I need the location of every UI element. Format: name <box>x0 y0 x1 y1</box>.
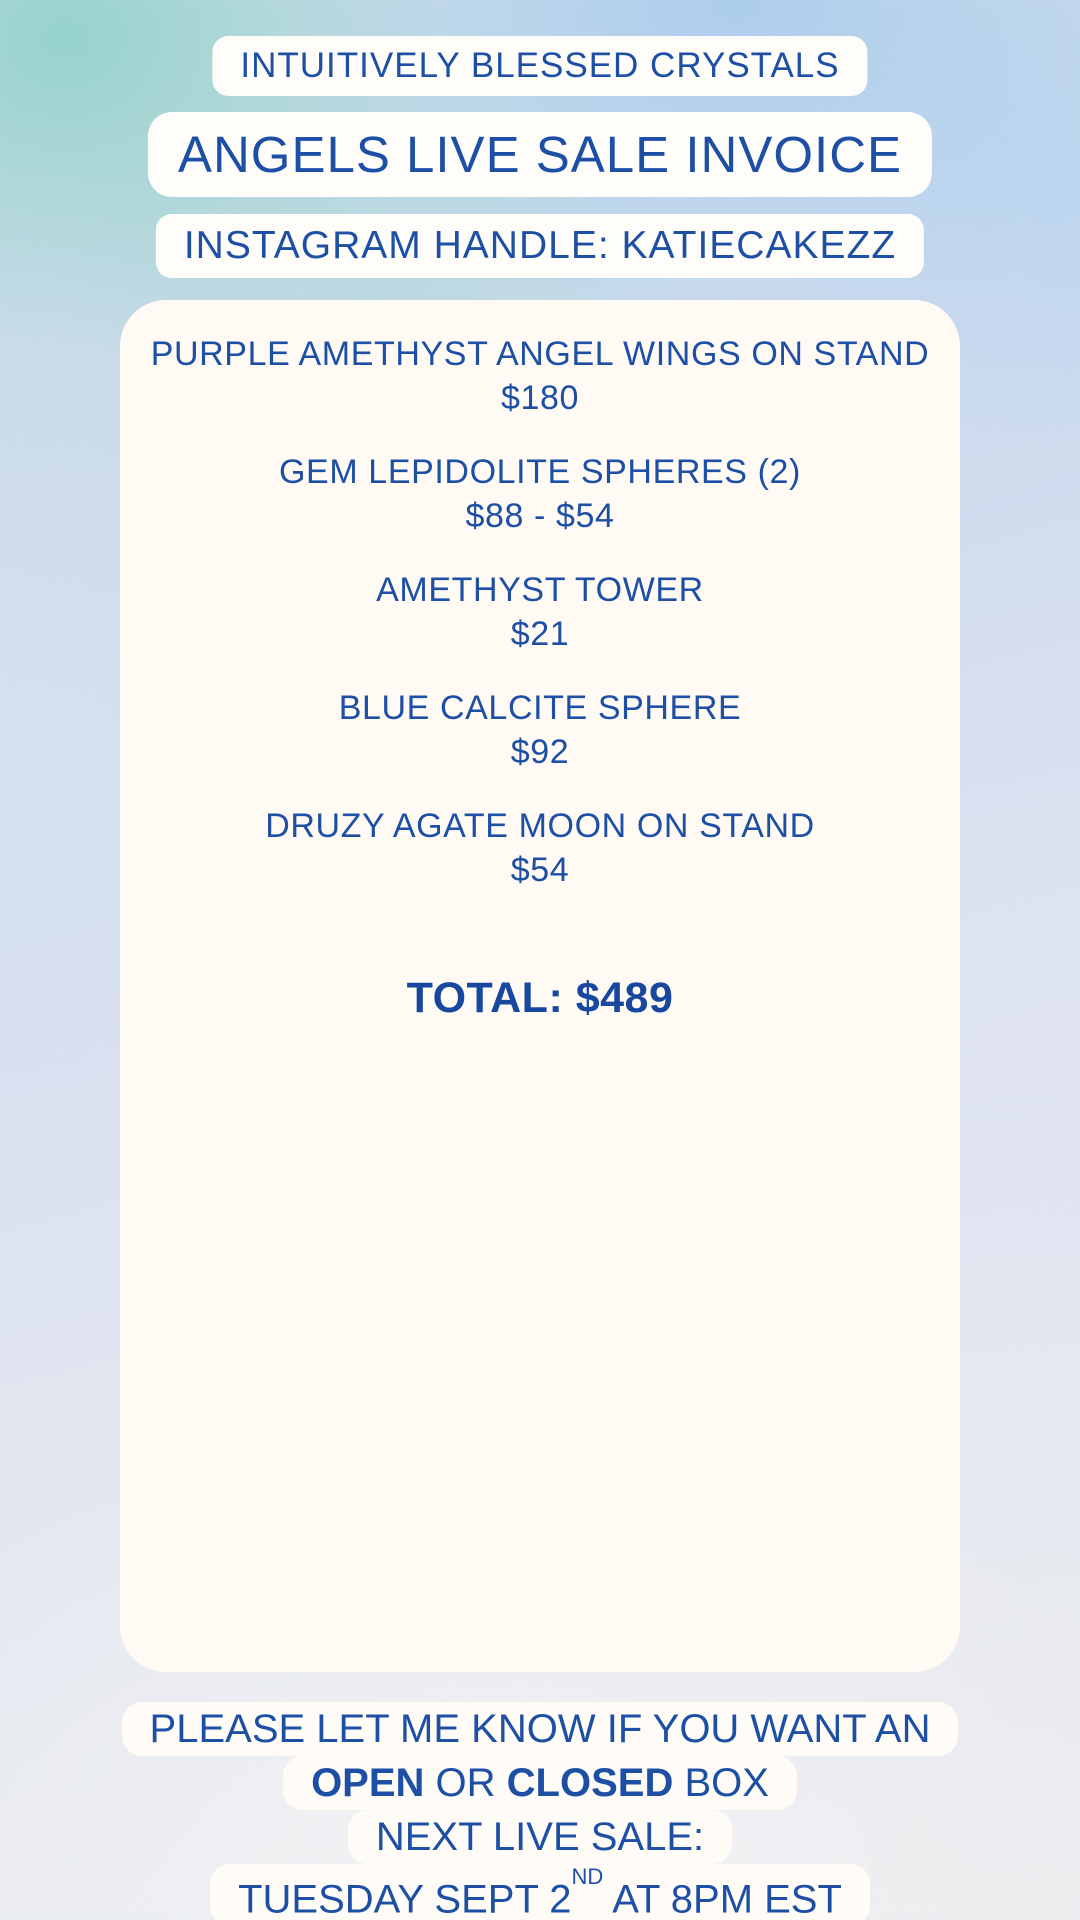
title-pill <box>148 112 932 197</box>
item-price: $21 <box>510 615 570 653</box>
or-text: OR <box>424 1761 507 1805</box>
item-price: $54 <box>510 851 570 889</box>
footer-notes <box>0 1702 1080 1920</box>
page-title: ANGELS LIVE SALE INVOICE <box>177 126 903 183</box>
item-name: DRUZY AGATE MOON ON STAND <box>265 807 815 845</box>
item-name: BLUE CALCITE SPHERE <box>338 689 742 727</box>
sale-date-ordinal: ND <box>571 1864 604 1889</box>
footer-line-sale-date <box>210 1864 870 1920</box>
item-name: PURPLE AMETHYST ANGEL WINGS ON STAND <box>150 335 930 373</box>
footer-line-open-closed <box>283 1756 797 1810</box>
footer-line1-text: PLEASE LET ME KNOW IF YOU WANT AN <box>149 1707 931 1751</box>
sale-date-suffix: AT 8PM EST <box>603 1877 842 1920</box>
item-name: GEM LEPIDOLITE SPHERES (2) <box>279 453 801 491</box>
invoice-card <box>120 300 960 1672</box>
footer-line-box-question <box>122 1702 959 1756</box>
closed-text: CLOSED <box>506 1761 674 1805</box>
invoice-item <box>120 804 960 892</box>
open-text: OPEN <box>311 1761 425 1805</box>
invoice-item <box>120 686 960 774</box>
instagram-handle-pill <box>156 214 924 278</box>
footer-line-next-sale <box>348 1810 732 1864</box>
item-name: AMETHYST TOWER <box>376 571 704 609</box>
brand-text: INTUITIVELY BLESSED CRYSTALS <box>240 46 840 85</box>
invoice-item <box>120 568 960 656</box>
item-price: $88 - $54 <box>465 497 615 535</box>
item-price: $92 <box>510 733 570 771</box>
brand-pill <box>212 36 867 96</box>
invoice-item <box>120 450 960 538</box>
box-text: BOX <box>673 1761 769 1805</box>
item-price: $180 <box>500 379 580 417</box>
instagram-handle-text: INSTAGRAM HANDLE: KATIECAKEZZ <box>183 224 897 267</box>
invoice-item <box>120 332 960 420</box>
invoice-total: TOTAL: $489 <box>406 974 674 1022</box>
next-sale-label: NEXT LIVE SALE: <box>375 1815 705 1859</box>
sale-date-prefix: TUESDAY SEPT 2 <box>238 1877 572 1920</box>
